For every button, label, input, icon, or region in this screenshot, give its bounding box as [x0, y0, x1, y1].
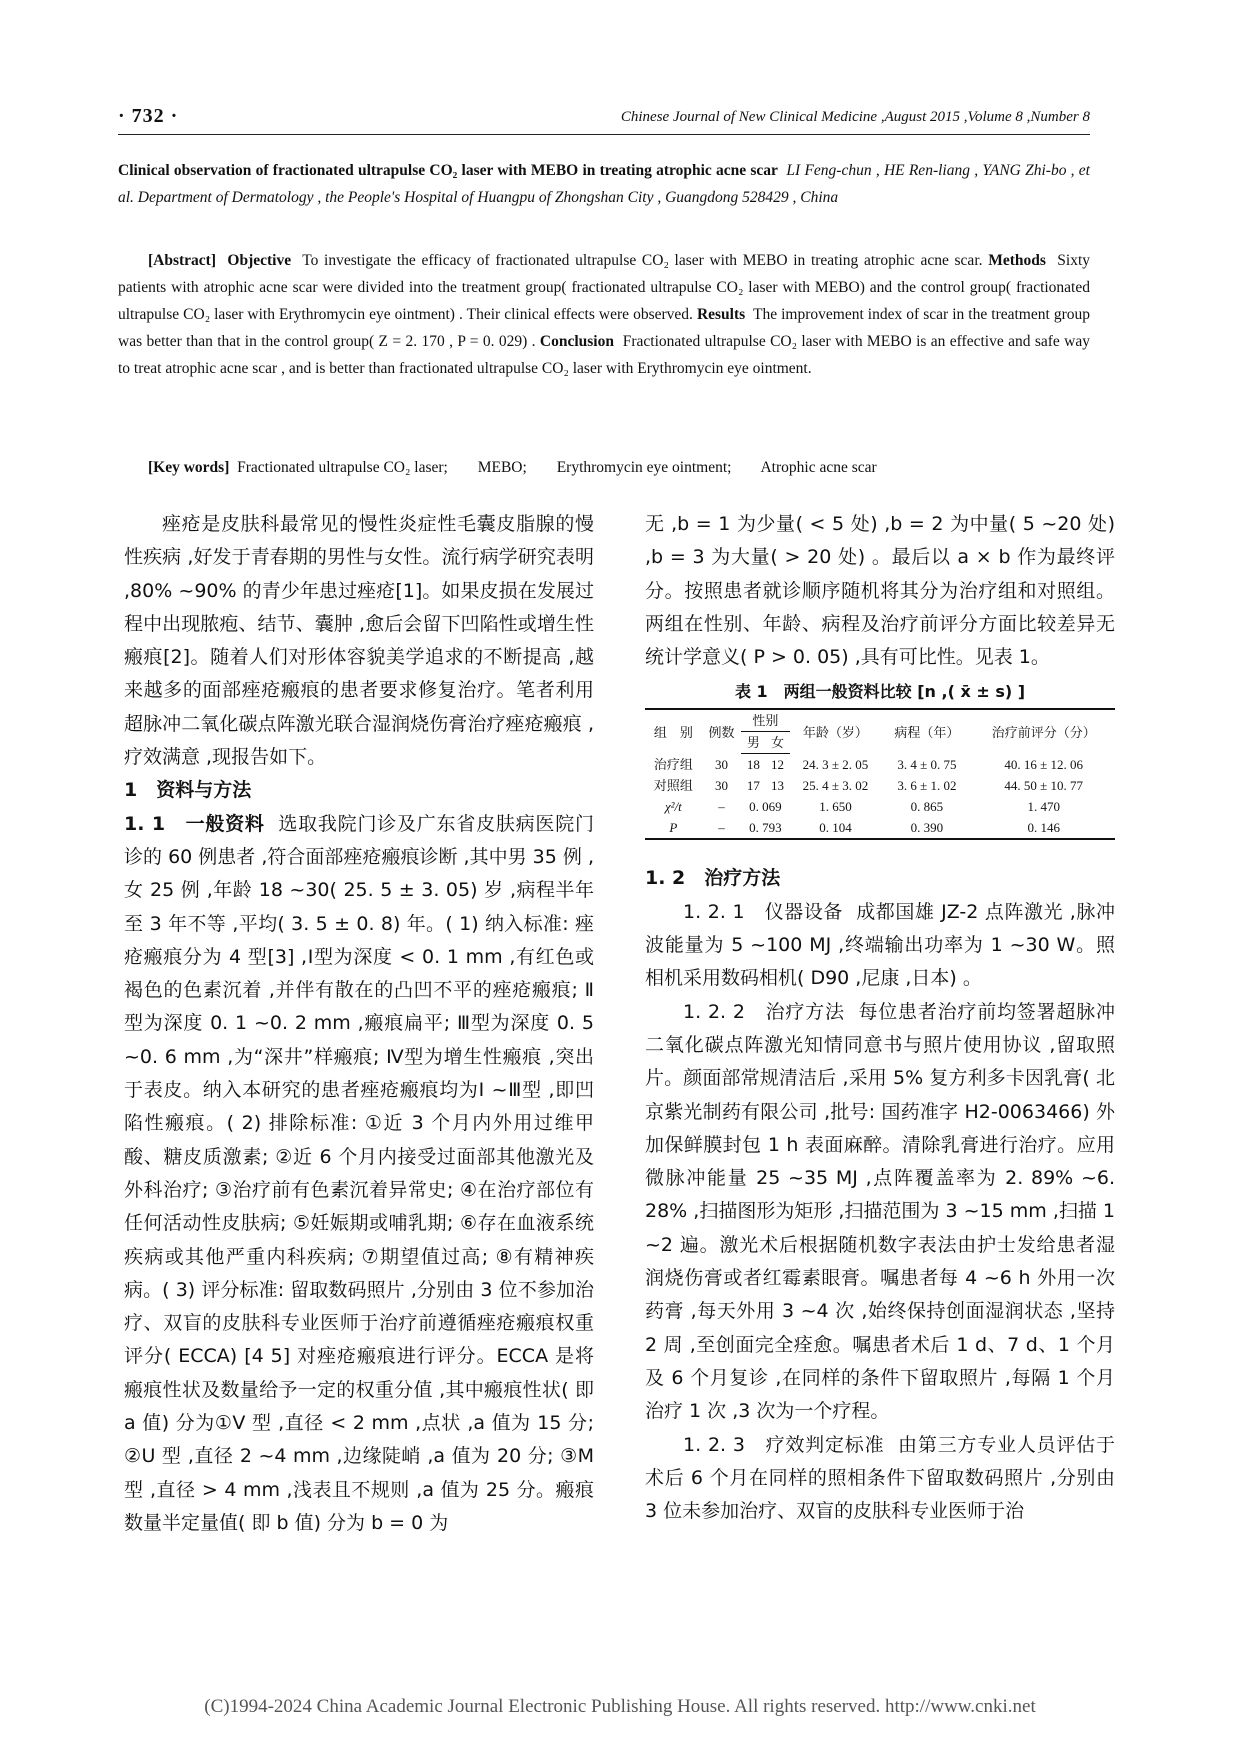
efficacy-criteria-paragraph: [645, 1429, 1115, 1529]
table-cell: 0. 865: [910, 799, 944, 815]
english-title: Clinical observation of fractionated ultrapulse CO₂ laser with MEBO in treating atrophic acne scar: [118, 162, 778, 179]
copyright-footer: (C)1994-2024 China Academic Journal Electronic Publishing House. All rights reserved. http://www.cnki.net: [204, 1696, 1036, 1717]
table-cell: 0. 069: [749, 799, 782, 815]
objective-text: To investigate the efficacy of fractionated ultrapulse CO₂ laser with MEBO in treating atrophic acne scar.: [302, 252, 983, 269]
keyword: Fractionated ultrapulse CO₂ laser;: [237, 459, 448, 476]
general-data-paragraph: [124, 808, 594, 1541]
equipment-paragraph: [645, 896, 1115, 996]
header-rule: [118, 134, 1090, 135]
methods-text: Sixty patients with atrophic acne scar were divided into the treatment group( fractionated ultrapulse CO₂ laser with MEBO) and the control group( fractionated ultrapulse CO₂ laser with Erythromycin eye ointment) . Their clinical effects were observed.: [118, 252, 1091, 323]
table-cell: 0. 104: [790, 817, 882, 839]
page-number: · 732 ·: [118, 105, 179, 127]
table-cell: 3. 6 ± 1. 02: [897, 778, 957, 794]
table-cell: 治疗组: [653, 757, 693, 773]
left-column: [124, 508, 594, 1540]
section-heading-methods: 1 资料与方法: [124, 779, 252, 802]
objective-label: Objective: [227, 252, 292, 269]
keyword: Atrophic acne scar: [760, 459, 877, 476]
table-cell: P: [645, 817, 702, 839]
treatment-paragraph: [645, 996, 1115, 1429]
table-cell: 0. 793: [741, 817, 789, 839]
table-header: 年龄（岁）: [790, 709, 882, 754]
english-authors-affiliation: LI Feng-chun , HE Ren-liang , YANG Zhi-bo , et al. Department of Dermatology , the People's Hospital of Huangpu of Zhongshan City , Guangdong 528429 , China: [118, 162, 1090, 206]
table-cell: 40. 16 ± 12. 06: [1004, 757, 1084, 773]
keyword: MEBO;: [477, 459, 527, 476]
table-cell: 对照组: [653, 778, 693, 794]
right-column: [645, 508, 1115, 1528]
table-cell: χ²/t: [664, 799, 682, 815]
table-caption: 表 1 两组一般资料比较 [n ,( x̄ ± s) ]: [734, 682, 1026, 702]
english-abstract: [118, 247, 1090, 382]
table-row: [645, 796, 1115, 817]
table-row: [645, 817, 1115, 839]
results-text: The improvement index of scar in the treatment group was better than that in the control group( Z = 2. 170 , P = 0. 029) .: [118, 306, 1090, 350]
paragraph-text: 选取我院门诊及广东省皮肤病医院门诊的 60 例患者 ,符合面部痤疮瘢痕诊断 ,其中男 35 例 ,女 25 例 ,年龄 18 ~30( 25. 5 ± 3. 05) 岁 ,病程半年至 3 年不等 ,平均( 3. 5 ± 0. 8) 年。( 1) 纳入标准: 痤疮瘢痕分为 4 型[3] ,Ⅰ型为深度 < 0. 1 mm ,有红色或褐色的色素沉着 ,并伴有散在的凸凹不平的痤疮瘢痕; Ⅱ型为深度 0. 1 ~0. 2 mm ,瘢痕扁平; Ⅲ型为深度 0. 5 ~0. 6 mm ,为“深井”样瘢痕; Ⅳ型为增生性瘢痕 ,突出于表皮。纳入本研究的患者痤疮瘢痕均为Ⅰ ~Ⅲ型 ,即凹陷性瘢痕。( 2) 排除标准: ①近 3 个月内外用过维甲酸、糖皮质激素; ②近 6 个月内接受过面部其他激光及外科治疗; ③治疗前有色素沉着异常史; ④在治疗部位有任何活动性皮肤病; ⑤妊娠期或哺乳期; ⑥存在血液系统疾病或其他严重内科疾病; ⑦期望值过高; ⑧有精神疾病。( 3) 评分标准: 留取数码照片 ,分别由 3 位不参加治疗、双盲的皮肤科专业医师于治疗前遵循痤疮瘢痕权重评分( ECCA) [4 5] 对痤疮瘢痕进行评分。ECCA 是将瘢痕性状及数量给予一定的权重分值 ,其中瘢痕性状( 即 a 值) 分为①V 型 ,直径 < 2 mm ,点状 ,a 值为 15 分; ②U 型 ,直径 2 ~4 mm ,边缘陡峭 ,a 值为 20 分; ③M 型 ,直径 > 4 mm ,浅表且不规则 ,a 值为 25 分。瘢痕数量半定量值( 即 b 值) 分为 b = 0 为: [124, 812, 594, 1534]
abstract-label: [Abstract]: [148, 252, 217, 269]
keywords-label: [Key words]: [148, 459, 230, 476]
table-cell: –: [718, 799, 725, 815]
keyword: Erythromycin eye ointment;: [556, 459, 732, 476]
table-header: 男: [741, 732, 765, 754]
table-header: 例数: [702, 709, 742, 754]
table-cell: 18: [746, 757, 760, 773]
table-header: 病程（年）: [881, 709, 972, 754]
table-cell: –: [702, 817, 742, 839]
intro-paragraph: 痤疮是皮肤科最常见的慢性炎症性毛囊皮脂腺的慢性疾病 ,好发于青春期的男性与女性。流行病学研究表明 ,80% ~90% 的青少年患过痤疮[1]。如果皮损在发展过程中出现脓疱、结节、囊肿 ,愈后会留下凹陷性或增生性瘢痕[2]。随着人们对形体容貌美学追求的不断提高 ,越来越多的面部痤疮瘢痕的患者要求修复治疗。笔者利用超脉冲二氧化碳点阵激光联合湿润烧伤膏治疗痤疮瘢痕 ,疗效满意 ,现报告如下。: [124, 513, 594, 769]
paragraph-text: 由第三方专业人员评估于术后 6 个月在同样的照相条件下留取数码照片 ,分别由 3 位未参加治疗、双盲的皮肤科专业医师于治: [645, 1433, 1115, 1523]
table-row: [645, 775, 1115, 796]
table-cell: 44. 50 ± 10. 77: [1004, 778, 1084, 794]
table-cell: 30: [715, 778, 729, 794]
paragraph-text: 每位患者治疗前均签署超脉冲二氧化碳点阵激光知情同意书与照片使用协议 ,留取照片。颜面部常规清洁后 ,采用 5% 复方利多卡因乳膏( 北京紫光制药有限公司 ,批号: 国药准字 H2-0063466) 外加保鲜膜封包 1 h 表面麻醉。清除乳膏进行治疗。应用微脉冲能量 25 ~35 MJ ,点阵覆盖率为 2. 89% ~6. 28% ,扫描图形为矩形 ,扫描范围为 3 ~15 mm ,扫描 1 ~2 遍。激光术后根据随机数字表法由护士发给患者湿润烧伤膏或者红霉素眼膏。嘱患者每 4 ~6 h 外用一次药膏 ,每天外用 3 ~4 次 ,始终保持创面湿润状态 ,坚持 2 周 ,至创面完全痊愈。嘱患者术后 1 d、7 d、1 个月及 6 个月复诊 ,在同样的条件下留取照片 ,每隔 1 个月治疗 1 次 ,3 次为一个疗程。: [645, 1000, 1115, 1423]
table-header: 性别: [741, 709, 789, 732]
table-row: [645, 754, 1115, 776]
table-cell: 0. 390: [881, 817, 972, 839]
table-cell: 0. 146: [972, 817, 1115, 839]
table-cell: 1. 650: [819, 799, 852, 815]
conclusion-label: Conclusion: [539, 333, 614, 350]
table-cell: 30: [715, 757, 729, 773]
table-cell: 12: [770, 757, 784, 773]
subsection-label: 1. 2. 3 疗效判定标准: [683, 1433, 885, 1456]
table-cell: 1. 470: [1027, 799, 1060, 815]
table-cell: 13: [770, 778, 784, 794]
english-keywords: [118, 454, 1090, 481]
subsection-heading: 1. 1 一般资料: [124, 812, 265, 835]
english-title-block: [118, 157, 1090, 211]
subsection-label: 1. 2. 2 治疗方法: [683, 1000, 845, 1023]
table-header: 女: [765, 732, 789, 754]
conclusion-text: Fractionated ultrapulse CO₂ laser with MEBO is an effective and safe way to treat atrophic acne scar , and is better than fractionated ultrapulse CO₂ laser with Erythromycin eye ointment.: [118, 333, 1090, 377]
table-cell: 24. 3 ± 2. 05: [802, 757, 869, 773]
table-cell: 25. 4 ± 3. 02: [802, 778, 869, 794]
table-cell: 3. 4 ± 0. 75: [897, 757, 957, 773]
table-header: 组 别: [645, 709, 702, 754]
running-head: Chinese Journal of New Clinical Medicine ,August 2015 ,Volume 8 ,Number 8: [620, 109, 1090, 125]
table-cell: 17: [746, 778, 760, 794]
paragraph-text: 成都国雄 JZ-2 点阵激光 ,脉冲波能量为 5 ~100 MJ ,终端输出功率为 1 ~30 W。照相机采用数码相机( D90 ,尼康 ,日本) 。: [645, 900, 1115, 990]
subsection-label: 1. 2. 1 仪器设备: [683, 900, 843, 923]
table-header: 治疗前评分（分）: [972, 709, 1115, 754]
comparison-table: [645, 708, 1115, 840]
methods-label: Methods: [988, 252, 1046, 269]
results-label: Results: [696, 306, 746, 323]
continued-paragraph: 无 ,b = 1 为少量( < 5 处) ,b = 2 为中量( 5 ~20 处) ,b = 3 为大量( > 20 处) 。最后以 a × b 作为最终评分。按照患者就诊顺序随机将其分为治疗组和对照组。两组在性别、年龄、病程及治疗前评分方面比较差异无统计学意义( P > 0. 05) ,具有可比性。见表 1。: [645, 513, 1115, 669]
subsection-heading: 1. 2 治疗方法: [645, 867, 781, 890]
